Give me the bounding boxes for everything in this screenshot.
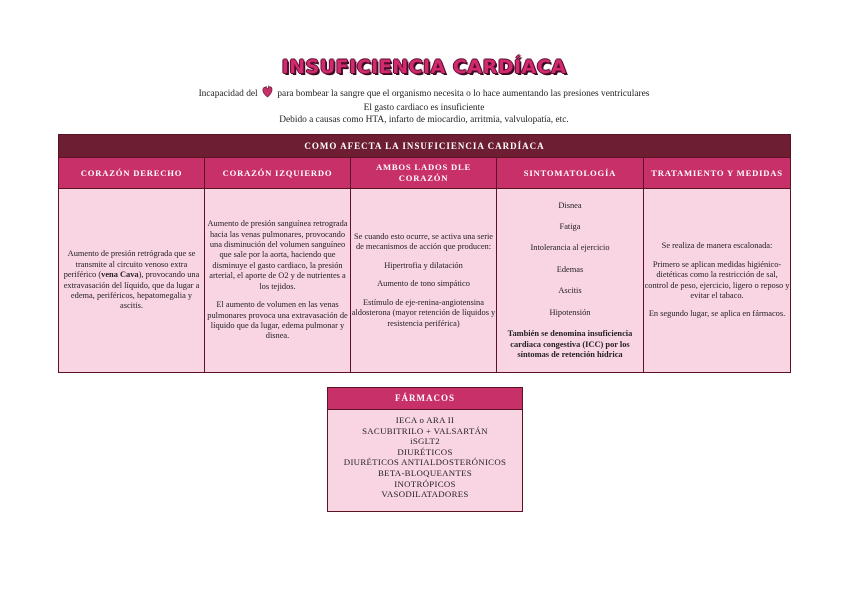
header-tratamiento: TRATAMIENTO Y MEDIDAS [644,158,791,189]
intro-line-1-start: Incapacidad del [198,89,258,99]
farmaco-item: iSGLT2 [410,436,440,447]
ambos-paragraph-2: Hipertrofia y dilatación [384,260,463,270]
cell-ambos [351,189,497,373]
tratamiento-paragraph-3: En segundo lugar, se aplica en fármacos. [648,309,786,319]
cell-sintomatologia [497,189,644,373]
intro [0,85,848,126]
cell-derecho [59,189,205,373]
page-title: INSUFICIENCIA CARDÍACA [281,56,567,78]
farmacos-header: FÁRMACOS [328,388,522,410]
symptom-item: Intolerancia al ejercicio [530,243,610,253]
cell-izquierdo [205,189,351,373]
farmacos-box [327,387,523,512]
tratamiento-paragraph-1: Se realiza de manera escalonada: [661,241,773,251]
symptom-item: Edemas [556,264,584,274]
header-derecho: CORAZÓN DERECHO [59,158,205,189]
header-sintomatologia: SINTOMATOLOGÍA [497,158,644,189]
farmaco-item: DIURÉTICOS ANTIALDOSTERÓNICOS [343,457,507,468]
farmaco-item: VASODILATADORES [381,489,469,500]
symptom-item: Disnea [558,200,582,210]
header-izquierdo: CORAZÓN IZQUIERDO [205,158,351,189]
derecho-text-start: Aumento de presión retrógrada que se transmite al circuito venoso extra periférico ( [63,249,196,280]
table-banner: COMO AFECTA LA INSUFICIENCIA CARDÍACA [59,135,791,158]
cell-tratamiento [644,189,791,373]
ambos-paragraph-1: Se cuando esto ocurre, se activa una serie de mecanismos de acción que producen: [353,232,494,252]
symptom-item: Fatiga [559,222,581,232]
header-ambos: AMBOS LADOS DLE CORAZÓN [351,158,497,189]
symptom-item: Ascitis [558,286,582,296]
intro-line-1-end: para bombear la sangre que el organismo necesita o lo hace aumentando las presiones ventriculares [277,89,650,99]
tratamiento-paragraph-2: Primero se aplican medidas higiénico-dietéticas como la restricción de sal, control de peso, ejercicio, ligero o reposo y evitar el tabaco. [644,259,790,300]
izquierdo-paragraph-2: El aumento de volumen en las venas pulmonares provoca una extravasación de líquido que da lugar, edema pulmonar y disnea. [207,300,348,341]
derecho-text [59,249,204,311]
farmaco-item: IECA o ARA II [395,415,455,425]
farmacos-list [328,410,522,511]
farmaco-item: BETA-BLOQUEANTES [377,467,472,478]
farmaco-item: SACUBITRILO + VALSARTÁN [362,425,488,436]
farmaco-item: INOTRÓPICOS [394,478,456,489]
ambos-paragraph-3: Aumento de tono simpático [377,279,470,289]
ambos-paragraph-4: Estímulo de eje-renina-angiotensina aldosterona (mayor retención de líquidos y resistencia periférica) [351,297,496,328]
symptom-note: También se denomina insuficiencia cardiaca congestiva (ICC) por los síntomas de retención hídrica [507,329,633,359]
farmaco-item: DIURÉTICOS [397,446,453,457]
intro-line-3: Debido a causas como HTA, infarto de miocardio, arritmia, valvulopatía, etc. [279,115,569,125]
derecho-text-bold: vena Cava [101,270,139,280]
effects-table [58,134,791,373]
symptom-item: Hipotensión [549,307,591,317]
izquierdo-paragraph-1: Aumento de presión sanguínea retrograda hacia las venas pulmonares, provocando una disminución del volumen sanguíneo que sale por la aorta, haciendo que disminuye el gasto cardiaco, la presión arterial, el aporte de O2 y de nutrientes a los tejidos. [207,219,348,291]
intro-line-2: El gasto cardiaco es insuficiente [363,103,485,113]
intro-line-1 [0,85,848,102]
derecho-text-end: ), provocando una extravasación del líquido, que da lugar a edema, periféricos, hepatomegalia y ascitis. [63,270,200,311]
heart-icon [262,85,273,102]
